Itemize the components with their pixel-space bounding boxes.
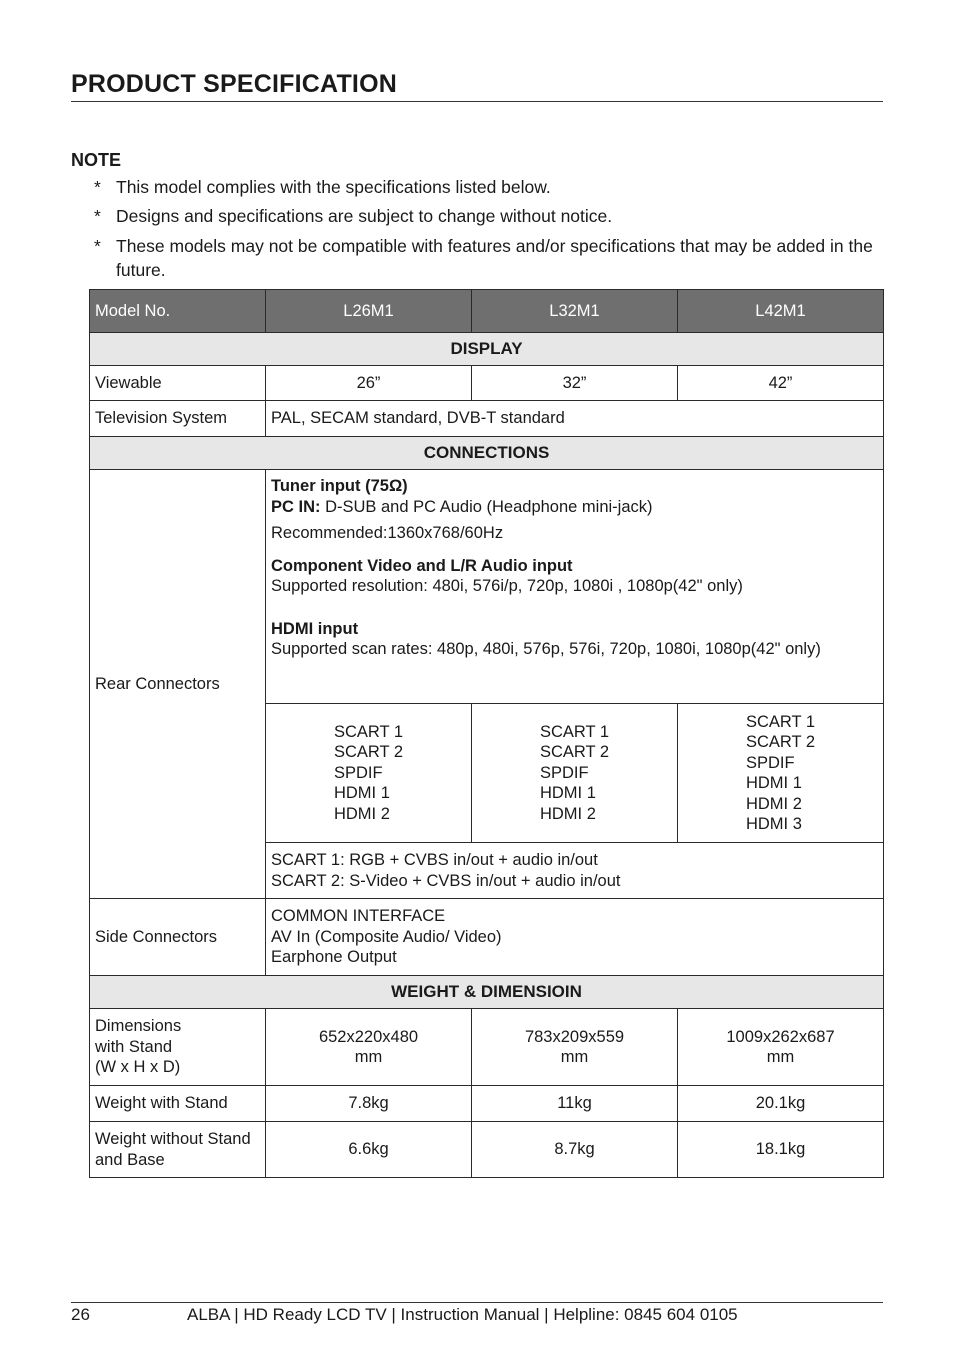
footer-divider	[71, 1302, 883, 1303]
connector-list	[334, 722, 403, 825]
weight-value: 7.8kg	[266, 1086, 472, 1122]
tv-system-row	[90, 401, 884, 437]
connector-item: HDMI 2	[539, 804, 596, 823]
weight-value: 6.6kg	[266, 1122, 472, 1178]
dimensions-number: 1009x262x687	[726, 1027, 835, 1046]
viewable-value: 42”	[678, 366, 884, 401]
note-item	[94, 204, 884, 228]
connections-section-row	[90, 437, 884, 470]
side-connectors-row	[90, 899, 884, 976]
hdmi-input-heading: HDMI input	[271, 619, 359, 638]
connector-item: SPDIF	[333, 763, 383, 782]
display-section-title: DISPLAY	[90, 333, 884, 366]
side-connector-item: COMMON INTERFACE	[271, 907, 446, 926]
weight-with-stand-row	[90, 1086, 884, 1122]
connector-item: SCART 2	[539, 743, 610, 762]
dimensions-number: 652x220x480	[318, 1027, 419, 1046]
pc-in-value: D-SUB and PC Audio (Headphone mini-jack)	[320, 497, 653, 516]
spec-table	[89, 289, 884, 1178]
connector-item: SCART 2	[333, 743, 404, 762]
page-title: PRODUCT SPECIFICATION	[71, 70, 397, 98]
recommended-resolution: Recommended:1360x768/60Hz	[271, 524, 504, 542]
note-item	[94, 234, 884, 282]
component-input-heading: Component Video and L/R Audio input	[271, 556, 573, 575]
connector-item: HDMI 1	[745, 774, 802, 792]
connector-item: SPDIF	[745, 753, 795, 772]
hdmi-scan-rates: Supported scan rates: 480p, 480i, 576p, 576i, 720p, 1080i, 1080p(42" only)	[271, 640, 821, 658]
dimensions-unit: mm	[354, 1048, 383, 1066]
rear-inputs-row	[90, 470, 884, 704]
note-text: These models may not be compatible with features and/or specifications that may be added in the future.	[116, 236, 873, 280]
weight-value: 8.7kg	[472, 1122, 678, 1178]
viewable-row	[90, 366, 884, 401]
scart-note: SCART 2: S-Video + CVBS in/out + audio in/out	[271, 871, 621, 890]
connector-item: SCART 1	[745, 712, 816, 731]
title-divider	[71, 101, 883, 102]
dimensions-label-line: with Stand	[95, 1037, 173, 1056]
dimensions-value	[472, 1009, 678, 1086]
note-text: This model complies with the specifications listed below.	[116, 177, 551, 197]
model-l42m1: L42M1	[678, 290, 884, 333]
display-section-row	[90, 333, 884, 366]
side-connectors-label: Side Connectors	[90, 899, 266, 976]
dimensions-value	[678, 1009, 884, 1086]
connector-list	[746, 712, 815, 835]
weight-value: 11kg	[472, 1086, 678, 1122]
note-text: Designs and specifications are subject to change without notice.	[116, 206, 613, 226]
weight-section-row	[90, 976, 884, 1009]
connector-list	[540, 722, 609, 825]
weight-with-stand-label: Weight with Stand	[90, 1086, 266, 1122]
weight-section-title: WEIGHT & DIMENSIOIN	[90, 976, 884, 1009]
pc-in-label: PC IN:	[271, 497, 321, 516]
dimensions-label	[90, 1009, 266, 1086]
weight-value: 18.1kg	[678, 1122, 884, 1178]
connector-item: SCART 2	[745, 733, 816, 751]
viewable-label: Viewable	[90, 366, 266, 401]
tv-system-label: Television System	[90, 401, 266, 437]
dimensions-label-line: Dimensions	[95, 1017, 182, 1036]
note-bullet: *	[94, 206, 101, 226]
note-heading: NOTE	[71, 150, 122, 170]
footer-page-number: 26	[71, 1305, 90, 1324]
viewable-value: 32”	[472, 366, 678, 401]
weight-value: 20.1kg	[678, 1086, 884, 1122]
connector-item: SPDIF	[539, 763, 589, 782]
connector-list-cell	[472, 704, 678, 843]
connector-item: HDMI 2	[745, 794, 802, 813]
weight-without-stand-label-line: and Base	[95, 1150, 165, 1169]
weight-without-stand-label	[90, 1122, 266, 1178]
connections-section-title: CONNECTIONS	[90, 437, 884, 470]
dimensions-row	[90, 1009, 884, 1086]
note-item	[94, 175, 884, 199]
model-l32m1: L32M1	[472, 290, 678, 333]
note-bullet: *	[94, 236, 101, 256]
tuner-input-heading: Tuner input (75Ω)	[271, 477, 408, 495]
dimensions-number: 783x209x559	[524, 1027, 625, 1046]
pc-in-line	[271, 497, 878, 518]
connector-item: SCART 1	[333, 722, 404, 741]
connector-item: HDMI 2	[333, 804, 390, 823]
connector-item: HDMI 1	[539, 784, 596, 803]
scart-note: SCART 1: RGB + CVBS in/out + audio in/out	[271, 851, 598, 869]
dimensions-label-line: (W x H x D)	[95, 1058, 181, 1077]
weight-without-stand-label-line: Weight without Stand	[95, 1130, 251, 1148]
scart-notes-cell	[266, 843, 884, 899]
connector-item: HDMI 1	[333, 784, 390, 803]
dimensions-unit: mm	[560, 1048, 589, 1066]
rear-connectors-label: Rear Connectors	[90, 470, 266, 899]
connector-list-cell	[266, 704, 472, 843]
note-bullet: *	[94, 177, 101, 197]
connector-list-cell	[678, 704, 884, 843]
side-connector-item: AV In (Composite Audio/ Video)	[271, 927, 502, 946]
connector-item: HDMI 3	[745, 815, 802, 833]
viewable-value: 26”	[266, 366, 472, 401]
dimensions-unit: mm	[766, 1048, 795, 1066]
model-no-label: Model No.	[90, 290, 266, 333]
dimensions-value	[266, 1009, 472, 1086]
side-connectors-cell	[266, 899, 884, 976]
model-l26m1: L26M1	[266, 290, 472, 333]
header-row	[90, 290, 884, 333]
component-resolution: Supported resolution: 480i, 576i/p, 720p, 1080i , 1080p(42" only)	[271, 577, 743, 595]
side-connector-item: Earphone Output	[271, 948, 397, 967]
weight-without-stand-row	[90, 1122, 884, 1178]
tv-system-value: PAL, SECAM standard, DVB-T standard	[266, 401, 884, 437]
footer-text: ALBA | HD Ready LCD TV | Instruction Manual | Helpline: 0845 604 0105	[187, 1305, 738, 1324]
connector-item: SCART 1	[539, 722, 610, 741]
rear-inputs-cell	[266, 470, 884, 704]
